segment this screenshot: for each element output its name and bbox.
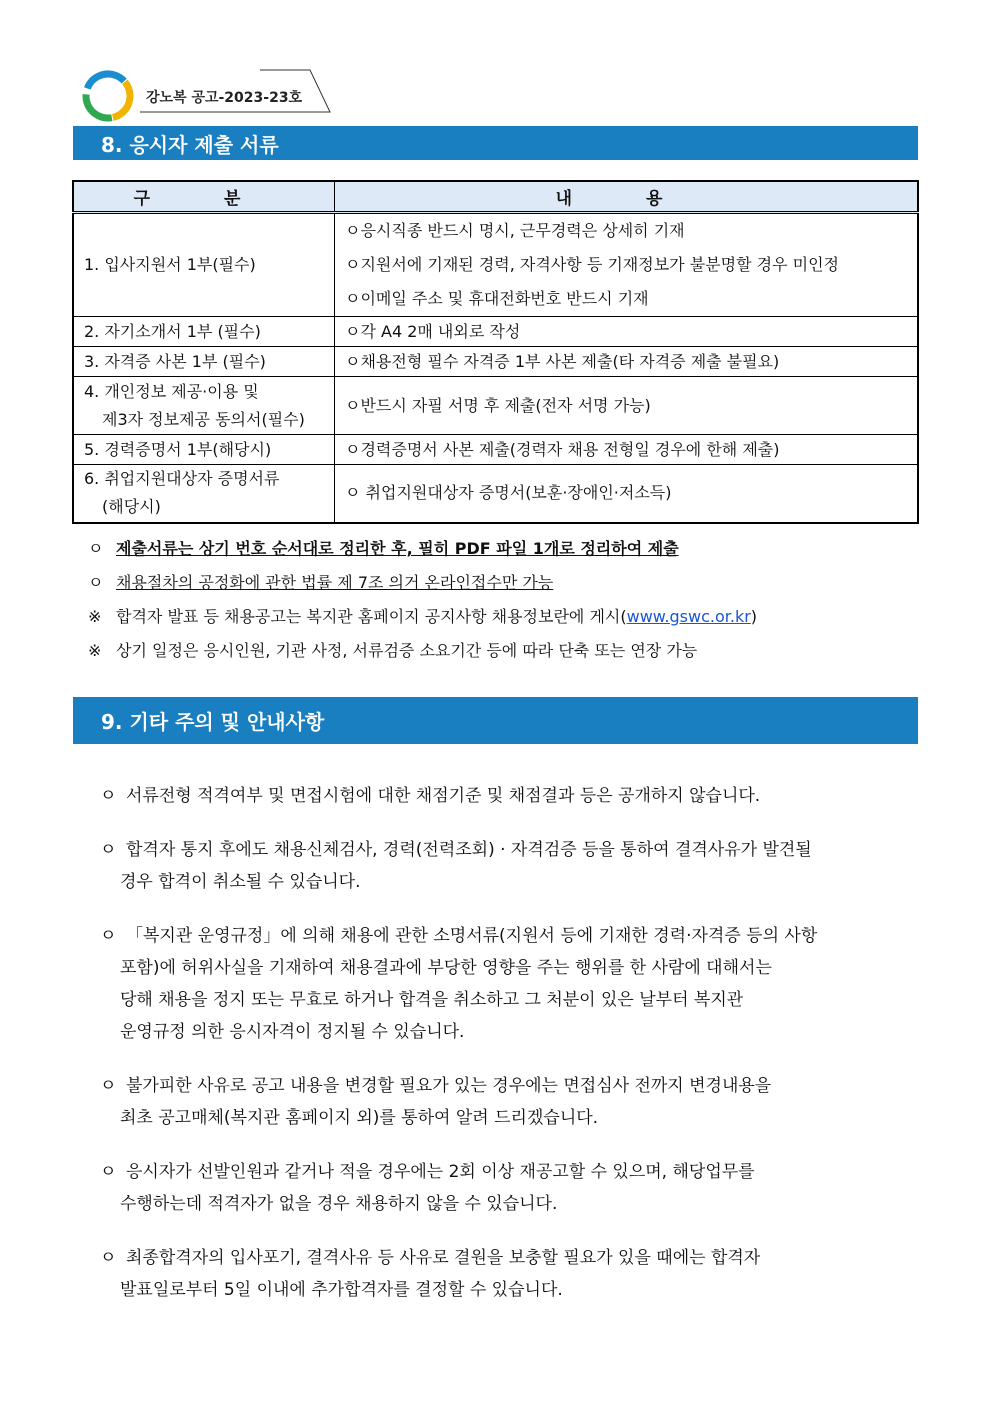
notice-item: [100, 1242, 920, 1306]
notice-item: [100, 920, 920, 1048]
note-text: 채용절차의 공정화에 관한 법률 제 7조 의거 온라인접수만 가능: [116, 573, 554, 592]
notice-text: 불가피한 사유로 공고 내용을 변경할 필요가 있는 경우에는 면접심사 전까지 변경내용을: [126, 1076, 772, 1096]
document-content: [335, 435, 919, 465]
notice-line: [100, 984, 920, 1016]
notice-line: [100, 1156, 920, 1188]
notice-marker: ㅇ: [100, 926, 117, 946]
document-content: [335, 465, 919, 523]
table-row: [73, 317, 918, 347]
document-content-line: ㅇ반드시 자필 서명 후 제출(전자 서명 가능): [345, 395, 651, 415]
document-category: [73, 377, 335, 435]
document-id: 강노복 공고-2023-23호: [146, 90, 303, 106]
note-marker: ㅇ: [88, 539, 104, 558]
document-category-line: (해당시): [102, 497, 161, 517]
document-content-line: ㅇ응시직종 반드시 명시, 근무경력은 상세히 기재: [345, 221, 685, 240]
document-content: [335, 347, 919, 377]
note-marker: ※: [88, 641, 102, 660]
notice-text: 합격자 통지 후에도 채용신체검사, 경력(전력조회) · 자격검증 등을 통하여 결격사유가 발견될: [126, 840, 812, 860]
note-text: 상기 일정은 응시인원, 기관 사정, 서류검증 소요기간 등에 따라 단축 또는 연장 가능: [116, 641, 698, 660]
document-content-line: ㅇ지원서에 기재된 경력, 자격사항 등 기재정보가 불분명할 경우 미인정: [345, 255, 839, 274]
notice-marker: ㅇ: [100, 1248, 117, 1268]
document-category: [73, 347, 335, 377]
notice-item: [100, 1156, 920, 1220]
document-category-line: 1. 입사지원서 1부(필수): [84, 255, 256, 274]
notice-text: 응시자가 선발인원과 같거나 적을 경우에는 2회 이상 재공고할 수 있으며, 해당업무를: [126, 1162, 755, 1182]
notice-text: 수행하는데 적격자가 없을 경우 채용하지 않을 수 있습니다.: [120, 1194, 558, 1214]
document-category-line: 제3자 정보제공 동의서(필수): [102, 409, 305, 429]
table-row: [73, 465, 918, 523]
notice-marker: ㅇ: [100, 840, 117, 860]
document-content-line: ㅇ이메일 주소 및 휴대전화번호 반드시 기재: [345, 289, 649, 308]
notice-text: 「복지관 운영규정」에 의해 채용에 관한 소명서류(지원서 등에 기재한 경력·자격증 등의 사항: [126, 926, 818, 946]
note-marker: ㅇ: [88, 573, 104, 592]
document-content: [335, 317, 919, 347]
document-content-line: ㅇ 취업지원대상자 증명서(보훈·장애인·저소득): [345, 483, 672, 503]
notice-line: [100, 1102, 920, 1134]
section-8-title: 8. 응시자 제출 서류: [73, 126, 918, 160]
notice-line: [100, 1274, 920, 1306]
notice-line: [100, 834, 920, 866]
table-row: [73, 435, 918, 465]
notice-item: [100, 780, 920, 812]
document-category-line: 3. 자격증 사본 1부 (필수): [84, 351, 266, 371]
notice-line: [100, 866, 920, 898]
note-text: 합격자 발표 등 채용공고는 복지관 홈페이지 공지사항 채용정보란에 게시(: [116, 607, 627, 626]
document-content-line: ㅇ경력증명서 사본 제출(경력자 채용 전형일 경우에 한해 제출): [345, 439, 780, 459]
submission-notes: [88, 532, 757, 668]
notice-line: [100, 1070, 920, 1102]
notice-text: 당해 채용을 정지 또는 무효로 하거나 합격을 취소하고 그 처분이 있은 날부터 복지관: [120, 990, 744, 1010]
note-text-after: ): [750, 607, 758, 626]
document-category: [73, 435, 335, 465]
table-row: [73, 213, 918, 317]
notice-list: [100, 780, 920, 1328]
note-text: 제출서류는 상기 번호 순서대로 정리한 후, 필히 PDF 파일 1개로 정리하여 제출: [116, 539, 679, 558]
document-content: [335, 213, 919, 317]
document-category: [73, 213, 335, 317]
document-category: [73, 465, 335, 523]
notice-text: 경우 합격이 취소될 수 있습니다.: [120, 872, 361, 892]
document-content: [335, 377, 919, 435]
document-content-line: ㅇ채용전형 필수 자격증 1부 사본 제출(타 자격증 제출 불필요): [345, 351, 780, 371]
table-header-category: 구 분: [73, 181, 335, 213]
note-item: [88, 600, 757, 634]
table-row: [73, 347, 918, 377]
note-item: [88, 634, 757, 668]
homepage-link[interactable]: www.gswc.or.kr: [626, 607, 751, 626]
note-marker: ※: [88, 607, 102, 626]
notice-line: [100, 952, 920, 984]
document-category-line: 4. 개인정보 제공·이용 및: [84, 381, 259, 401]
notice-item: [100, 834, 920, 898]
notice-line: [100, 920, 920, 952]
notice-text: 최초 공고매체(복지관 홈페이지 외)를 통하여 알려 드리겠습니다.: [120, 1108, 599, 1128]
notice-text: 최종합격자의 입사포기, 결격사유 등 사유로 결원을 보충할 필요가 있을 때에는 합격자: [126, 1248, 761, 1268]
notice-line: [100, 1188, 920, 1220]
notice-marker: ㅇ: [100, 1076, 117, 1096]
notice-marker: ㅇ: [100, 1162, 117, 1182]
notice-line: [100, 1242, 920, 1274]
note-item: [88, 566, 757, 600]
table-row: [73, 377, 918, 435]
required-documents-table: [72, 180, 919, 524]
notice-text: 발표일로부터 5일 이내에 추가합격자를 결정할 수 있습니다.: [120, 1280, 563, 1300]
table-header-row: [73, 181, 918, 213]
notice-text: 운영규정 의한 응시자격이 정지될 수 있습니다.: [120, 1022, 465, 1042]
document-category-line: 2. 자기소개서 1부 (필수): [84, 321, 261, 341]
document-category-line: 6. 취업지원대상자 증명서류: [84, 469, 280, 489]
notice-text: 포함)에 허위사실을 기재하여 채용결과에 부당한 영향을 주는 행위를 한 사람에 대해서는: [120, 958, 772, 978]
document-content-line: ㅇ각 A4 2매 내외로 작성: [345, 321, 521, 341]
notice-item: [100, 1070, 920, 1134]
notice-marker: ㅇ: [100, 786, 117, 806]
document-category: [73, 317, 335, 347]
section-9-title: 9. 기타 주의 및 안내사항: [73, 697, 918, 744]
notice-line: [100, 1016, 920, 1048]
note-item: [88, 532, 757, 566]
organization-logo-icon: [82, 70, 134, 122]
notice-text: 서류전형 적격여부 및 면접시험에 대한 채점기준 및 채점결과 등은 공개하지 않습니다.: [126, 786, 761, 806]
document-category-line: 5. 경력증명서 1부(해당시): [84, 439, 272, 459]
notice-line: [100, 780, 920, 812]
table-header-content: 내 용: [335, 181, 919, 213]
